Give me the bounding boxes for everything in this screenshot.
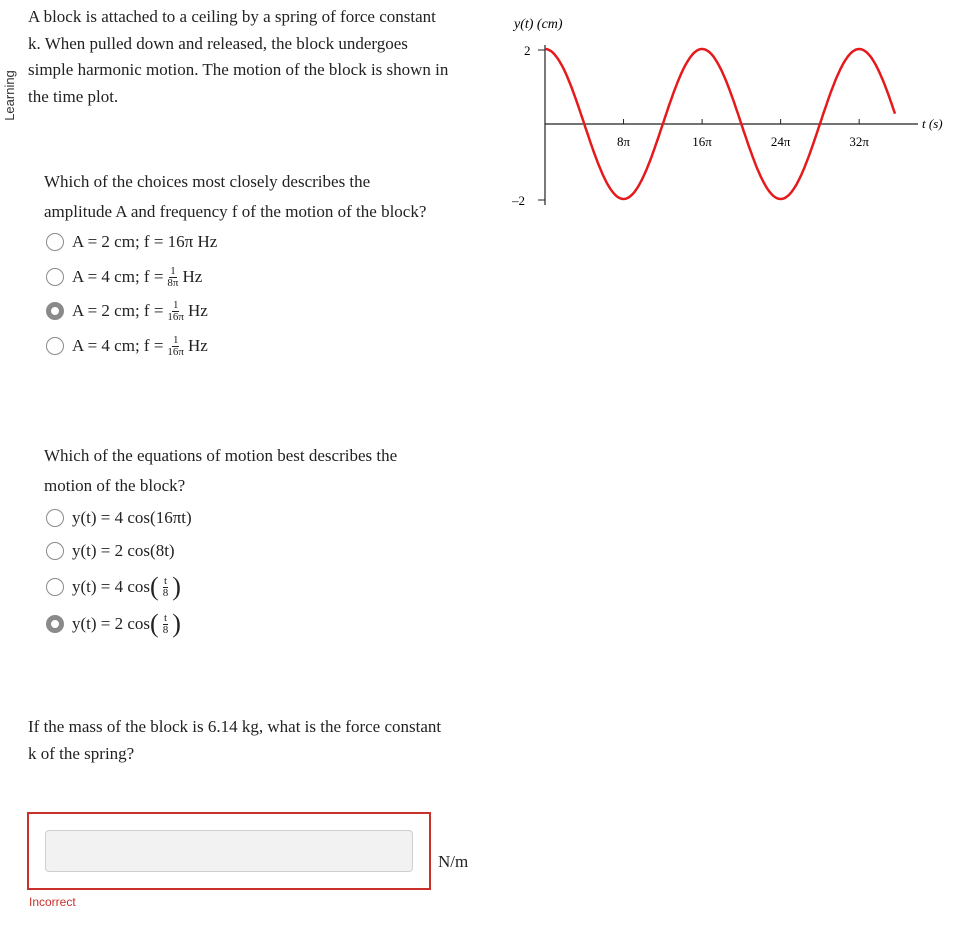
option-text: y(t) = 4 cos(16πt) [72,508,192,527]
time-plot [500,0,960,230]
status-incorrect: Incorrect [29,895,76,909]
answer-unit: N/m [438,852,469,871]
radio-button-selected[interactable] [46,302,64,320]
intro-line: A block is attached to a ceiling by a spring of force constant [28,7,436,26]
fraction: $\frac{1}{8\pi}$ [167,264,179,289]
x-tick-label: 16π [692,134,712,149]
q1-option-4[interactable] [46,333,208,359]
q2-option-3[interactable] [46,574,181,600]
question3-prompt [28,713,478,767]
problem-intro [28,4,483,110]
fraction: $\frac{t}{8}$ [162,611,169,636]
q2-option-2[interactable] [46,538,175,564]
paren: ( [150,609,159,638]
question-line: amplitude A and frequency f of the motion of the block? [44,202,427,221]
option-text: A = 2 cm; f = 16π Hz [72,232,218,251]
paren: ) [172,572,181,601]
answer-container [27,812,431,890]
x-axis-label: t (s) [922,116,943,131]
x-tick-label: 32π [849,134,869,149]
option-text: A = 2 cm; f = [72,301,164,320]
question2-prompt [44,441,397,501]
q1-option-3[interactable] [46,298,208,324]
option-unit: Hz [182,267,203,286]
question-line: Which of the equations of motion best describes the [44,446,398,465]
question-line: If the mass of the block is 6.14 kg, what is the force constant [28,717,442,736]
radio-button[interactable] [46,509,64,527]
x-tick-label: 8π [616,134,631,149]
option-text: y(t) = 2 cos [72,614,151,633]
option-unit: Hz [187,336,208,355]
fraction: $\frac{1}{16\pi}$ [167,333,184,358]
y-tick-label: –2 [512,193,525,208]
question1-prompt [44,167,426,227]
q2-option-1[interactable] [46,505,192,531]
option-text: y(t) = 2 cos(8t) [72,541,175,560]
x-tick-label: 24π [770,134,791,149]
q1-option-2[interactable] [46,264,202,290]
question-line: motion of the block? [44,476,186,495]
paren: ) [172,609,181,638]
radio-button[interactable] [46,542,64,560]
paren: ( [150,572,159,601]
fraction: $\frac{1}{16\pi}$ [167,298,184,323]
radio-button[interactable] [46,233,64,251]
q1-option-1[interactable] [46,229,217,255]
option-unit: Hz [187,301,208,320]
radio-button-selected[interactable] [46,615,64,633]
option-text: A = 4 cm; f = [72,267,164,286]
answer-input[interactable] [45,830,413,872]
side-label: Learning [1,70,17,121]
intro-line: simple harmonic motion. The motion of the block is shown in [28,60,449,79]
radio-button[interactable] [46,337,64,355]
intro-line: k. When pulled down and released, the block undergoes [28,33,408,53]
q2-option-4[interactable] [46,611,181,637]
y-axis-label: y(t) (cm) [514,17,563,32]
option-text: A = 4 cm; f = [72,336,164,355]
radio-button[interactable] [46,268,64,286]
option-text: y(t) = 4 cos [72,577,151,596]
radio-button[interactable] [46,578,64,596]
fraction: $\frac{t}{8}$ [162,574,169,599]
y-tick-label: 2 [524,43,531,58]
intro-line: the time plot. [28,86,119,106]
question-line: Which of the choices most closely describes the [44,172,371,191]
question-line: k of the spring? [28,744,135,763]
